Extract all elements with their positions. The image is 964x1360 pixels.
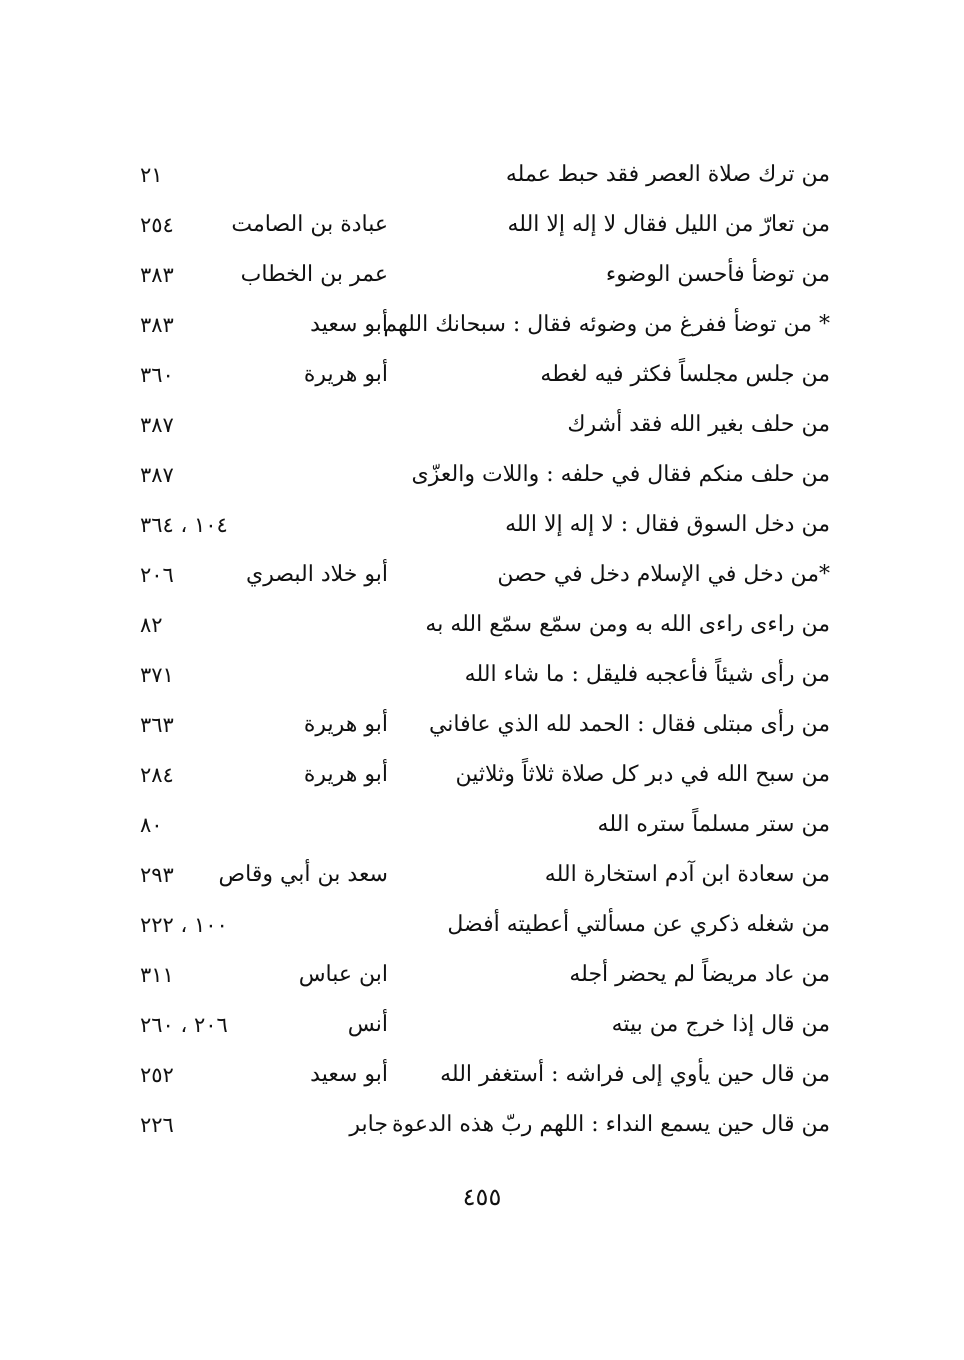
narrator-name: أبو سعيد <box>310 1062 388 1087</box>
index-entry <box>0 650 964 700</box>
page-reference: ٣٧١ <box>140 663 174 687</box>
index-entry <box>0 850 964 900</box>
index-entry <box>0 1000 964 1050</box>
index-entry <box>0 300 964 350</box>
narrator-name: أبو هريرة <box>303 762 388 787</box>
page-reference: ٢١ <box>140 163 163 187</box>
index-entry <box>0 1050 964 1100</box>
page-reference: ٨٢ <box>140 613 163 637</box>
index-entry <box>0 950 964 1000</box>
hadith-text: من توضأ فأحسن الوضوء <box>605 262 830 287</box>
page-reference: ٨٠ <box>140 813 163 837</box>
page-reference: ٣٨٧ <box>140 413 174 437</box>
index-entry <box>0 500 964 550</box>
hadith-text: *من دخل في الإسلام دخل في حصن <box>497 562 830 587</box>
narrator-name: أبو خلاد البصري <box>245 562 388 587</box>
hadith-text: من تعارّ من الليل فقال لا إله إلا الله <box>507 212 830 237</box>
narrator-name: ابن عباس <box>298 962 388 987</box>
hadith-text: من قال حين يسمع النداء : اللهم ربّ هذه الدعوة <box>392 1112 830 1137</box>
hadith-text: من دخل السوق فقال : لا إله إلا الله <box>505 512 830 537</box>
page-reference: ١٠٠ ، ٢٢٢ <box>140 913 228 937</box>
narrator-name: أنس <box>347 1012 388 1037</box>
narrator-name: جابر <box>349 1112 388 1137</box>
page-reference: ٣٦٠ <box>140 363 174 387</box>
hadith-text: * من توضأ ففرغ من وضوئه فقال : سبحانك اللهم <box>383 312 830 337</box>
page-reference: ٣١١ <box>140 963 174 987</box>
index-entry <box>0 700 964 750</box>
index-entry <box>0 550 964 600</box>
page-reference: ٢٨٤ <box>140 763 174 787</box>
index-entry <box>0 200 964 250</box>
narrator-name: أبو سعيد <box>310 312 388 337</box>
hadith-text: من جلس مجلساً فكثر فيه لغطه <box>540 362 830 387</box>
hadith-text: من شغله ذكري عن مسألتي أعطيته أفضل <box>447 912 830 937</box>
hadith-text: من راءى راءى الله به ومن سمّع سمّع الله به <box>425 612 830 637</box>
page-reference: ٣٨٣ <box>140 263 174 287</box>
narrator-name: أبو هريرة <box>303 362 388 387</box>
hadith-text: من رأى مبتلى فقال : الحمد لله الذي عافاني <box>428 712 830 737</box>
index-entry <box>0 350 964 400</box>
narrator-name: عبادة بن الصامت <box>231 212 388 237</box>
hadith-text: من عاد مريضاً لم يحضر أجله <box>569 962 830 987</box>
narrator-name: أبو هريرة <box>303 712 388 737</box>
page-reference: ٢٠٦ ، ٢٦٠ <box>140 1013 228 1037</box>
narrator-name: عمر بن الخطاب <box>240 262 388 287</box>
index-entry <box>0 1100 964 1150</box>
hadith-text: من ستر مسلماً ستره الله <box>597 812 830 837</box>
index-entry <box>0 900 964 950</box>
index-entry <box>0 250 964 300</box>
hadith-text: من ترك صلاة العصر فقد حبط عمله <box>505 162 830 187</box>
page-reference: ٢٥٤ <box>140 213 174 237</box>
hadith-text: من حلف بغير الله فقد أشرك <box>567 412 830 437</box>
hadith-text: من قال حين يأوي إلى فراشه : أستغفر الله <box>440 1062 830 1087</box>
index-entry <box>0 800 964 850</box>
page-reference: ٢٢٦ <box>140 1113 174 1137</box>
page-number: ٤٥٥ <box>462 1183 502 1211</box>
hadith-text: من سعادة ابن آدم استخارة الله <box>544 862 830 887</box>
hadith-text: من قال إذا خرج من بيته <box>611 1012 830 1037</box>
index-entry <box>0 150 964 200</box>
hadith-text: من حلف منكم فقال في حلفه : واللات والعزّى <box>411 462 830 487</box>
page-reference: ٣٨٣ <box>140 313 174 337</box>
index-entry <box>0 400 964 450</box>
hadith-text: من سبح الله في دبر كل صلاة ثلاثاً وثلاثين <box>455 762 830 787</box>
narrator-name: سعد بن أبي وقاص <box>218 862 388 887</box>
page-reference: ٢٥٢ <box>140 1063 174 1087</box>
page-reference: ٢٠٦ <box>140 563 174 587</box>
index-entry <box>0 750 964 800</box>
page-reference: ٣٨٧ <box>140 463 174 487</box>
page-reference: ٢٩٣ <box>140 863 174 887</box>
page-reference: ١٠٤ ، ٣٦٤ <box>140 513 228 537</box>
hadith-text: من رأى شيئاً فأعجبه فليقل : ما شاء الله <box>464 662 830 687</box>
index-entry <box>0 450 964 500</box>
index-entry <box>0 600 964 650</box>
page-reference: ٣٦٣ <box>140 713 174 737</box>
